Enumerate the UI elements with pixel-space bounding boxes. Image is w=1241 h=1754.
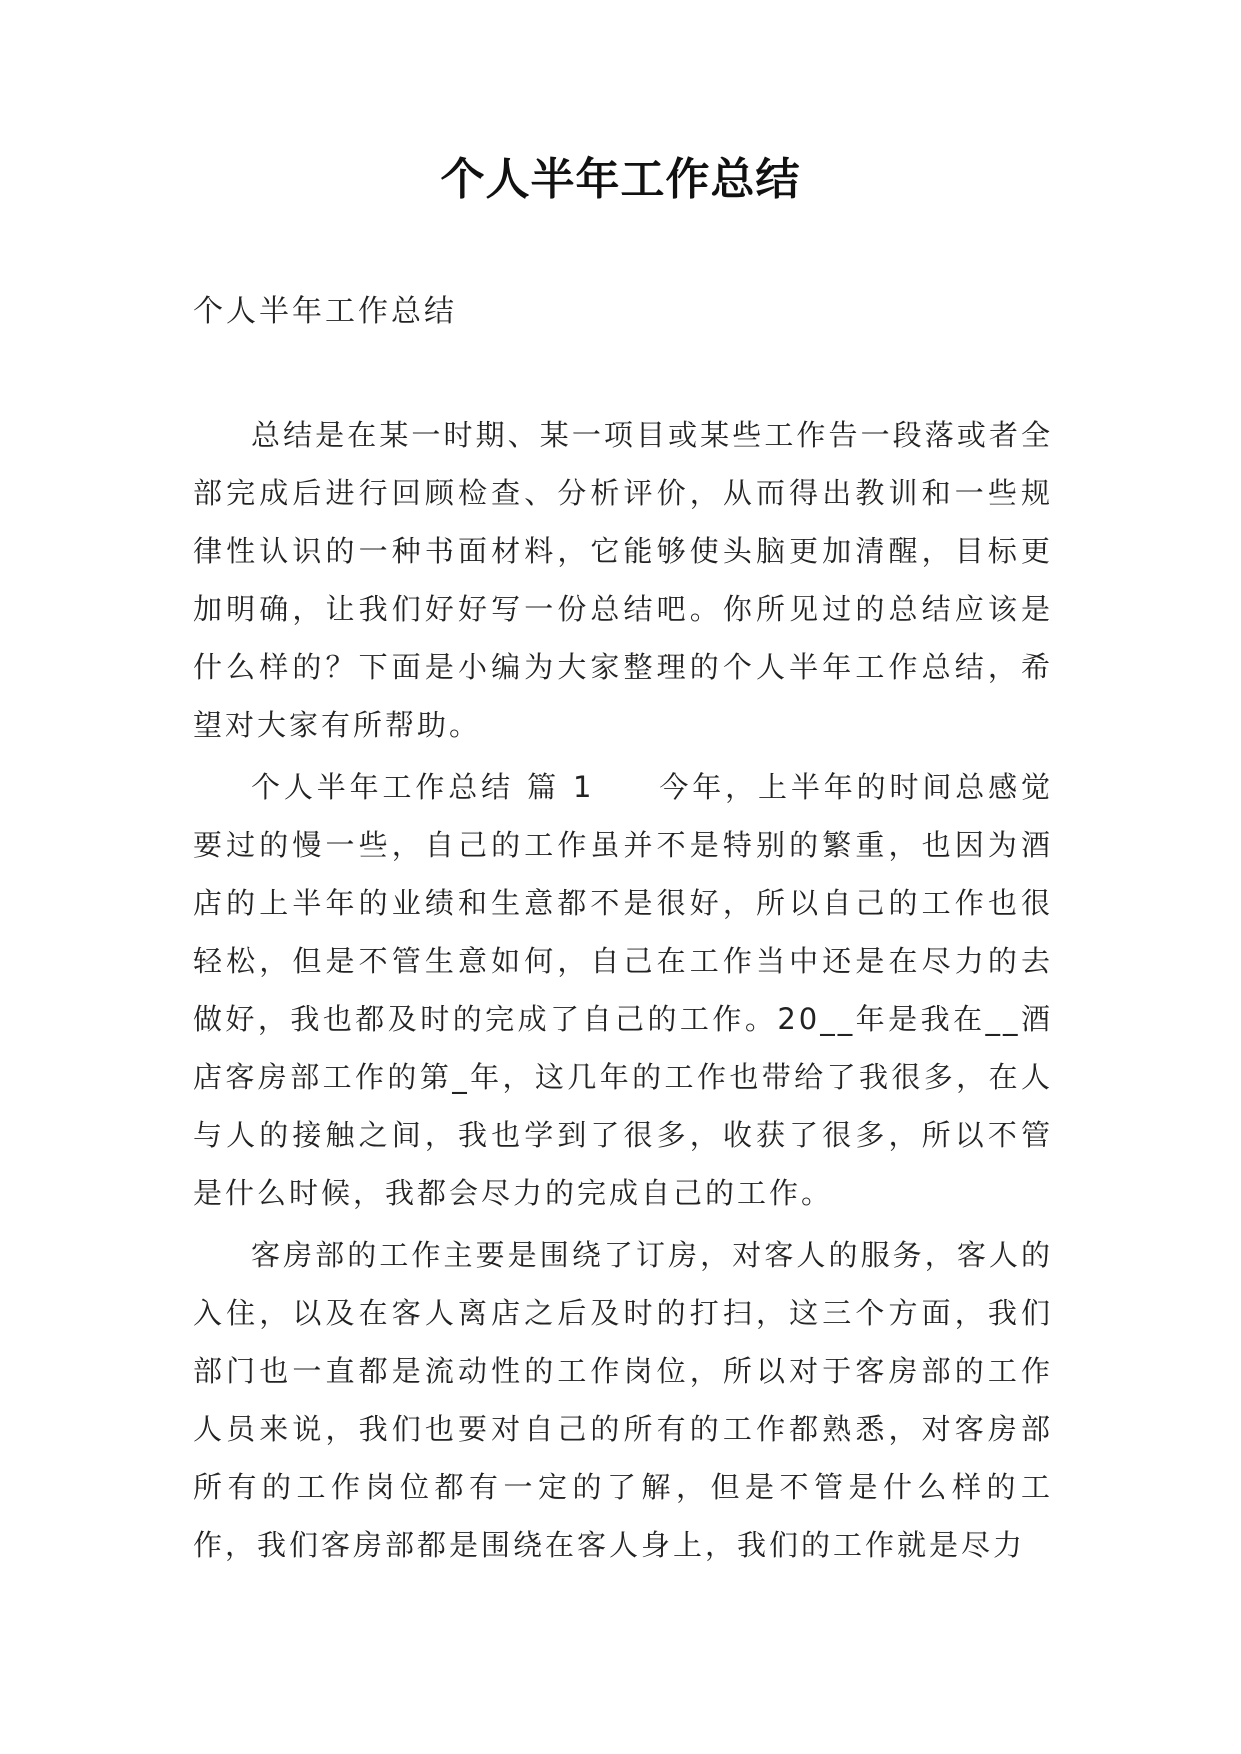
section-1-text: 今年，上半年的时间总感觉要过的慢一些，自己的工作虽并不是特别的繁重，也因为酒店的上半年的业绩和生意都不是很好，所以自己的工作也很轻松，但是不管生意如何，自己在工作当中还是在尽力的去做好，我也都及时的完成了自己的工作。20__年是我在__酒店客房部工作的第_年，这几年的工作也带给了我很多，在人与人的接触之间，我也学到了很多，收获了很多，所以不管是什么时候，我都会尽力的完成自己的工作。 — [193, 770, 1053, 1210]
second-paragraph: 客房部的工作主要是围绕了订房，对客人的服务，客人的入住，以及在客人离店之后及时的打扫，这三个方面，我们部门也一直都是流动性的工作岗位，所以对于客房部的工作人员来说，我们也要对自己的所有的工作都熟悉，对客房部所有的工作岗位都有一定的了解，但是不管是什么样的工作，我们客房部都是围绕在客人身上，我们的工作就是尽力 — [193, 1238, 1053, 1562]
section-1-paragraph — [193, 758, 1053, 1222]
section-1-heading: 个人半年工作总结 篇 1 — [251, 770, 595, 804]
document-subtitle: 个人半年工作总结 — [193, 294, 457, 329]
document-title: 个人半年工作总结 — [440, 154, 801, 205]
intro-paragraph: 总结是在某一时期、某一项目或某些工作告一段落或者全部完成后进行回顾检查、分析评价，从而得出教训和一些规律性认识的一种书面材料，它能够使头脑更加清醒，目标更加明确，让我们好好写一份总结吧。你所见过的总结应该是什么样的？下面是小编为大家整理的个人半年工作总结，希望对大家有所帮助。 — [193, 418, 1053, 742]
